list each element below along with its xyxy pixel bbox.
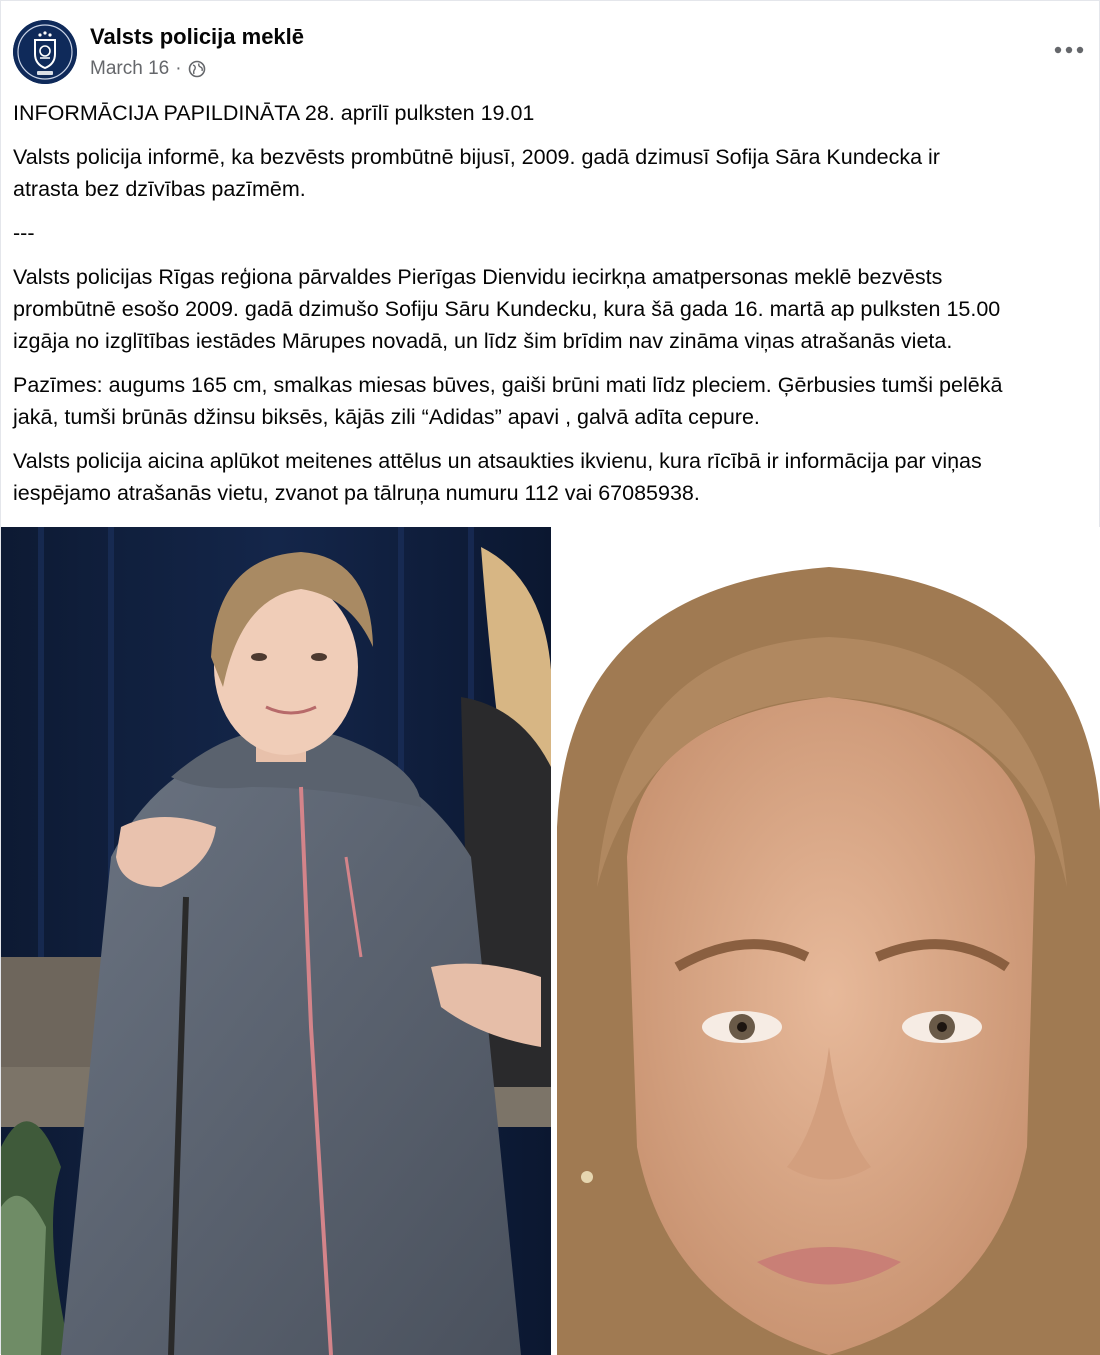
update-line-text: INFORMĀCIJA PAPILDINĀTA 28. aprīlī pulksten 19.01 [13, 101, 535, 125]
paragraph-line: Valsts policija informē, ka bezvēsts prombūtnē bijusī, 2009. gadā dzimusī Sofija Sāra Kundecka ir [13, 145, 940, 169]
paragraph-description [13, 369, 1093, 433]
photo-right[interactable] [557, 527, 1100, 1355]
post-body [13, 97, 1093, 521]
post-date-link[interactable]: March 16 [90, 58, 170, 79]
paragraph-found [13, 141, 1093, 205]
post-header [13, 20, 1089, 86]
meta-separator: · [175, 58, 182, 79]
photo-portrait-image [557, 527, 1100, 1355]
more-options-button[interactable] [1049, 34, 1089, 66]
globe-icon[interactable] [188, 60, 206, 78]
post-photos [1, 527, 1100, 1355]
photo-left[interactable] [1, 527, 551, 1355]
more-options-icon [1054, 46, 1084, 54]
paragraph-line: jakā, tumši brūnās džinsu biksēs, kājās zili “Adidas” apavi , galvā adīta cepure. [13, 405, 760, 429]
paragraph-appeal [13, 445, 1093, 509]
divider-line: --- [13, 221, 35, 245]
police-badge-icon [13, 20, 77, 84]
paragraph-line: Valsts policija aicina aplūkot meitenes attēlus un atsaukties ikvienu, kura rīcībā ir informācija par viņas [13, 449, 982, 473]
update-line [13, 97, 1093, 129]
paragraph-line: Pazīmes: augums 165 cm, smalkas miesas būves, gaiši brūni mati līdz pleciem. Ģērbusies tumši pelēkā [13, 373, 1003, 397]
paragraph-line: izgāja no izglītības iestādes Mārupes novadā, un līdz šim brīdim nav zināma viņas atrašanās vieta. [13, 329, 953, 353]
post-meta [90, 58, 206, 80]
photo-girl-jacket-image [1, 527, 551, 1355]
paragraph-missing [13, 261, 1093, 357]
paragraph-line: Valsts policijas Rīgas reģiona pārvaldes Pierīgas Dienvidu iecirkņa amatpersonas meklē bezvēsts [13, 265, 943, 289]
page-avatar[interactable] [13, 20, 77, 84]
paragraph-line: iespējamo atrašanās vietu, zvanot pa tālruņa numuru 112 vai 67085938. [13, 481, 700, 505]
divider-text [13, 217, 1093, 249]
page-name-link[interactable]: Valsts policija meklē [90, 24, 305, 49]
paragraph-line: atrasta bez dzīvības pazīmēm. [13, 177, 306, 201]
paragraph-line: prombūtnē esošo 2009. gadā dzimušo Sofiju Sāru Kundecku, kura šā gada 16. martā ap pulksten 15.00 [13, 297, 1001, 321]
